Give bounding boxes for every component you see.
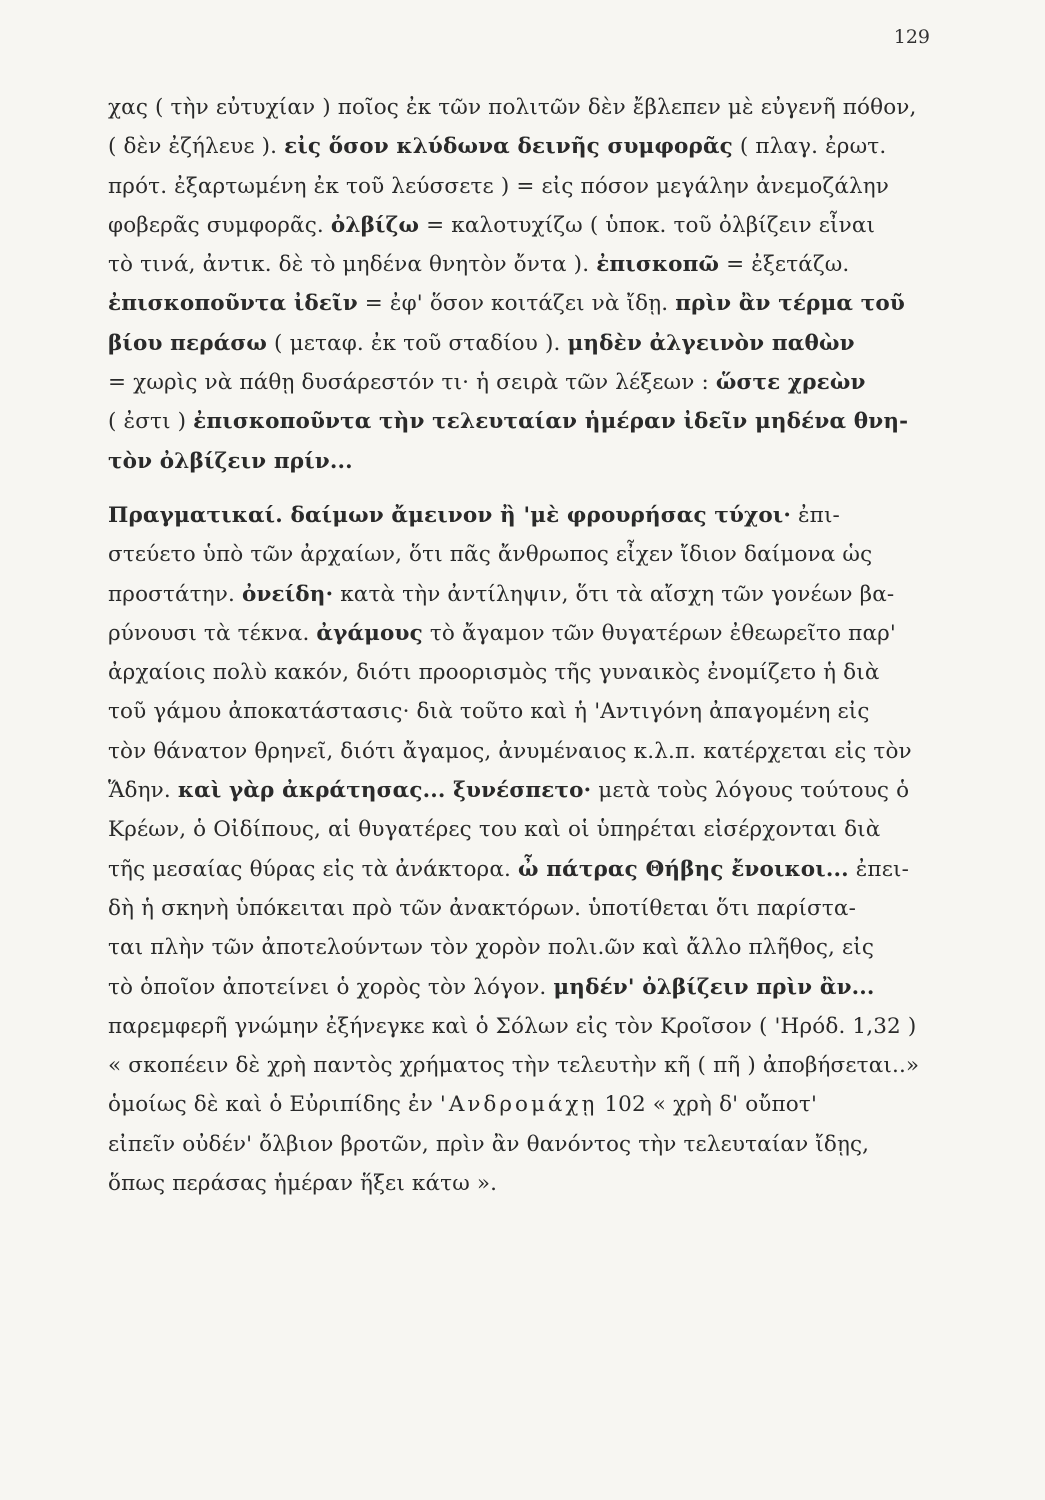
lemma-bold: ὀνείδη·: [241, 581, 334, 607]
text-segment: = ἐφ' ὅσον κοιτάζει νὰ ἴδῃ.: [357, 291, 676, 317]
text-segment: μετὰ τοὺς λόγους τούτους ὁ: [591, 778, 910, 804]
text-line: [108, 810, 938, 849]
text-segment: φοβερᾶς συμφορᾶς.: [108, 212, 331, 238]
text-segment: ται πλὴν τῶν ἀποτελούντων τὸν χορὸν πολι.ῶν καὶ ἄλλο πλῆθος, εἰς: [108, 935, 875, 961]
text-segment: 'Ανδρομάχῃ: [439, 1092, 598, 1118]
text-line: [108, 889, 938, 928]
text-line: [108, 324, 938, 363]
lemma-bold: ἐπισκοπῶ: [596, 252, 720, 278]
lemma-bold: καὶ γὰρ ἀκράτησας... ξυνέσπετο·: [177, 778, 592, 804]
lemma-bold: εἰς ὅσον κλύδωνα δεινῆς συμφορᾶς: [284, 134, 733, 160]
text-segment: 102 « χρὴ δ' οὔποτ': [597, 1092, 818, 1118]
text-segment: = ἐξετάζω.: [719, 252, 850, 278]
text-line: [108, 1125, 938, 1164]
text-segment: τὸν θάνατον θρηνεῖ, διότι ἄγαμος, ἀνυμέναιος κ.λ.π. κατέρχεται εἰς τὸν: [108, 738, 912, 764]
lemma-bold: ὦ πάτρας Θήβης ἔνοικοι...: [517, 856, 849, 882]
page-number: 129: [893, 26, 930, 48]
text-segment: ἐπι-: [791, 503, 840, 528]
text-segment: Ἅδην.: [108, 778, 178, 804]
text-line: [108, 928, 938, 967]
text-segment: τὸ ἄγαμον τῶν θυγατέρων ἐθεωρεῖτο παρ': [422, 620, 896, 646]
commentary-paragraph-1: [108, 88, 938, 481]
text-line: [108, 1085, 938, 1124]
text-segment: ὅπως περάσας ἡμέραν ἥξει κάτω ».: [108, 1171, 498, 1197]
text-line: [108, 732, 938, 771]
text-line: [108, 850, 938, 889]
text-segment: πρότ. ἐξαρτωμένη ἐκ τοῦ λεύσσετε ) = εἰς πόσον μεγάλην ἀνεμοζάλην: [108, 173, 890, 199]
text-line: [108, 653, 938, 692]
text-segment: ρύνουσι τὰ τέκνα.: [108, 620, 317, 646]
text-line: [108, 614, 938, 653]
text-segment: τοῦ γάμου ἀποκατάστασις· διὰ τοῦτο καὶ ἡ 'Αντιγόνη ἀπαγομένη εἰς: [108, 699, 870, 725]
text-segment: ( μεταφ. ἐκ τοῦ σταδίου ).: [267, 330, 568, 356]
lemma-bold: μηδὲν ἀλγεινὸν παθὼν: [567, 330, 855, 356]
text-segment: = χωρὶς νὰ πάθῃ δυσάρεστόν τι· ἡ σειρὰ τῶν λέξεων :: [108, 370, 716, 396]
text-segment: ὁμοίως δὲ καὶ ὁ Εὐριπίδης ἐν: [108, 1092, 440, 1118]
text-line: [108, 1046, 938, 1085]
text-line: [108, 575, 938, 614]
lemma-bold: τὸν ὀλβίζειν πρίν...: [108, 448, 353, 474]
text-segment: ( ἐστι ): [108, 409, 194, 435]
lemma-bold: Πραγματικαί. δαίμων ἄμεινον ἢ 'μὲ φρουρήσας τύχοι·: [108, 503, 791, 528]
text-segment: = καλοτυχίζω ( ὑποκ. τοῦ ὀλβίζειν εἶναι: [419, 212, 876, 238]
text-line: [108, 167, 938, 206]
text-line: [108, 1007, 938, 1046]
text-segment: « σκοπέειν δὲ χρὴ παντὸς χρήματος τὴν τελευτὴν κῆ ( πῆ ) ἀποβήσεται..»: [108, 1053, 920, 1079]
text-segment: στεύετο ὑπὸ τῶν ἀρχαίων, ὅτι πᾶς ἄνθρωπος εἶχεν ἴδιον δαίμονα ὡς: [108, 542, 873, 568]
text-line: [108, 1164, 938, 1203]
lemma-bold: ὥστε χρεὼν: [715, 370, 866, 396]
text-segment: παρεμφερῆ γνώμην ἐξήνεγκε καὶ ὁ Σόλων εἰς τὸν Κροῖσον ( 'Ηρόδ. 1,32 ): [108, 1013, 917, 1039]
text-segment: τὸ ὁποῖον ἀποτείνει ὁ χορὸς τὸν λόγον.: [108, 974, 554, 1000]
text-segment: ἐπει-: [848, 856, 909, 882]
text-segment: χας ( τὴν εὐτυχίαν ) ποῖος ἐκ τῶν πολιτῶν δὲν ἔβλεπεν μὲ εὐγενῆ πόθον,: [108, 95, 917, 120]
text-line: [108, 968, 938, 1007]
text-segment: ( πλαγ. ἐρωτ.: [732, 134, 887, 160]
text-segment: δὴ ἡ σκηνὴ ὑπόκειται πρὸ τῶν ἀνακτόρων. ὑποτίθεται ὅτι παρίστα-: [108, 895, 857, 921]
text-segment: ( δὲν ἐζήλευε ).: [108, 134, 285, 160]
text-segment: εἰπεῖν οὐδέν' ὄλβιον βροτῶν, πρὶν ἂν θανόντος τὴν τελευταίαν ἴδῃς,: [108, 1131, 870, 1157]
text-line: [108, 771, 938, 810]
text-line: [108, 363, 938, 402]
text-line: [108, 402, 938, 441]
lemma-bold: πρὶν ἂν τέρμα τοῦ: [675, 291, 905, 317]
text-line: [108, 245, 938, 284]
text-segment: κατὰ τὴν ἀντίληψιν, ὅτι τὰ αἴσχη τῶν γονέων βα-: [333, 581, 895, 607]
text-segment: τὸ τινά, ἀντικ. δὲ τὸ μηδένα θνητὸν ὄντα ).: [108, 252, 597, 278]
text-segment: Κρέων, ὁ Οἰδίπους, αἱ θυγατέρες του καὶ οἱ ὑπηρέται εἰσέρχονται διὰ: [108, 817, 881, 843]
text-line: [108, 206, 938, 245]
lemma-bold: ὀλβίζω: [330, 212, 420, 238]
text-line: [108, 284, 938, 323]
text-line: [108, 442, 938, 481]
text-line: [108, 535, 938, 574]
lemma-bold: βίου περάσω: [108, 330, 268, 356]
text-segment: προστάτην.: [108, 581, 242, 607]
commentary-paragraph-2: [108, 496, 938, 1203]
lemma-bold: μηδέν' ὀλβίζειν πρὶν ἂν...: [553, 974, 875, 1000]
text-segment: τῆς μεσαίας θύρας εἰς τὰ ἀνάκτορα.: [108, 856, 518, 882]
text-segment: ἀρχαίοις πολὺ κακόν, διότι προορισμὸς τῆς γυναικὸς ἐνομίζετο ἡ διὰ: [108, 660, 880, 686]
text-line: [108, 127, 938, 166]
lemma-bold: ἀγάμους: [316, 620, 423, 646]
lemma-bold: ἐπισκοποῦντα ἰδεῖν: [108, 291, 358, 317]
lemma-bold: ἐπισκοποῦντα τὴν τελευταίαν ἡμέραν ἰδεῖν μηδένα θνη-: [193, 409, 909, 435]
text-line: [108, 88, 938, 127]
text-line: [108, 496, 938, 535]
text-line: [108, 692, 938, 731]
